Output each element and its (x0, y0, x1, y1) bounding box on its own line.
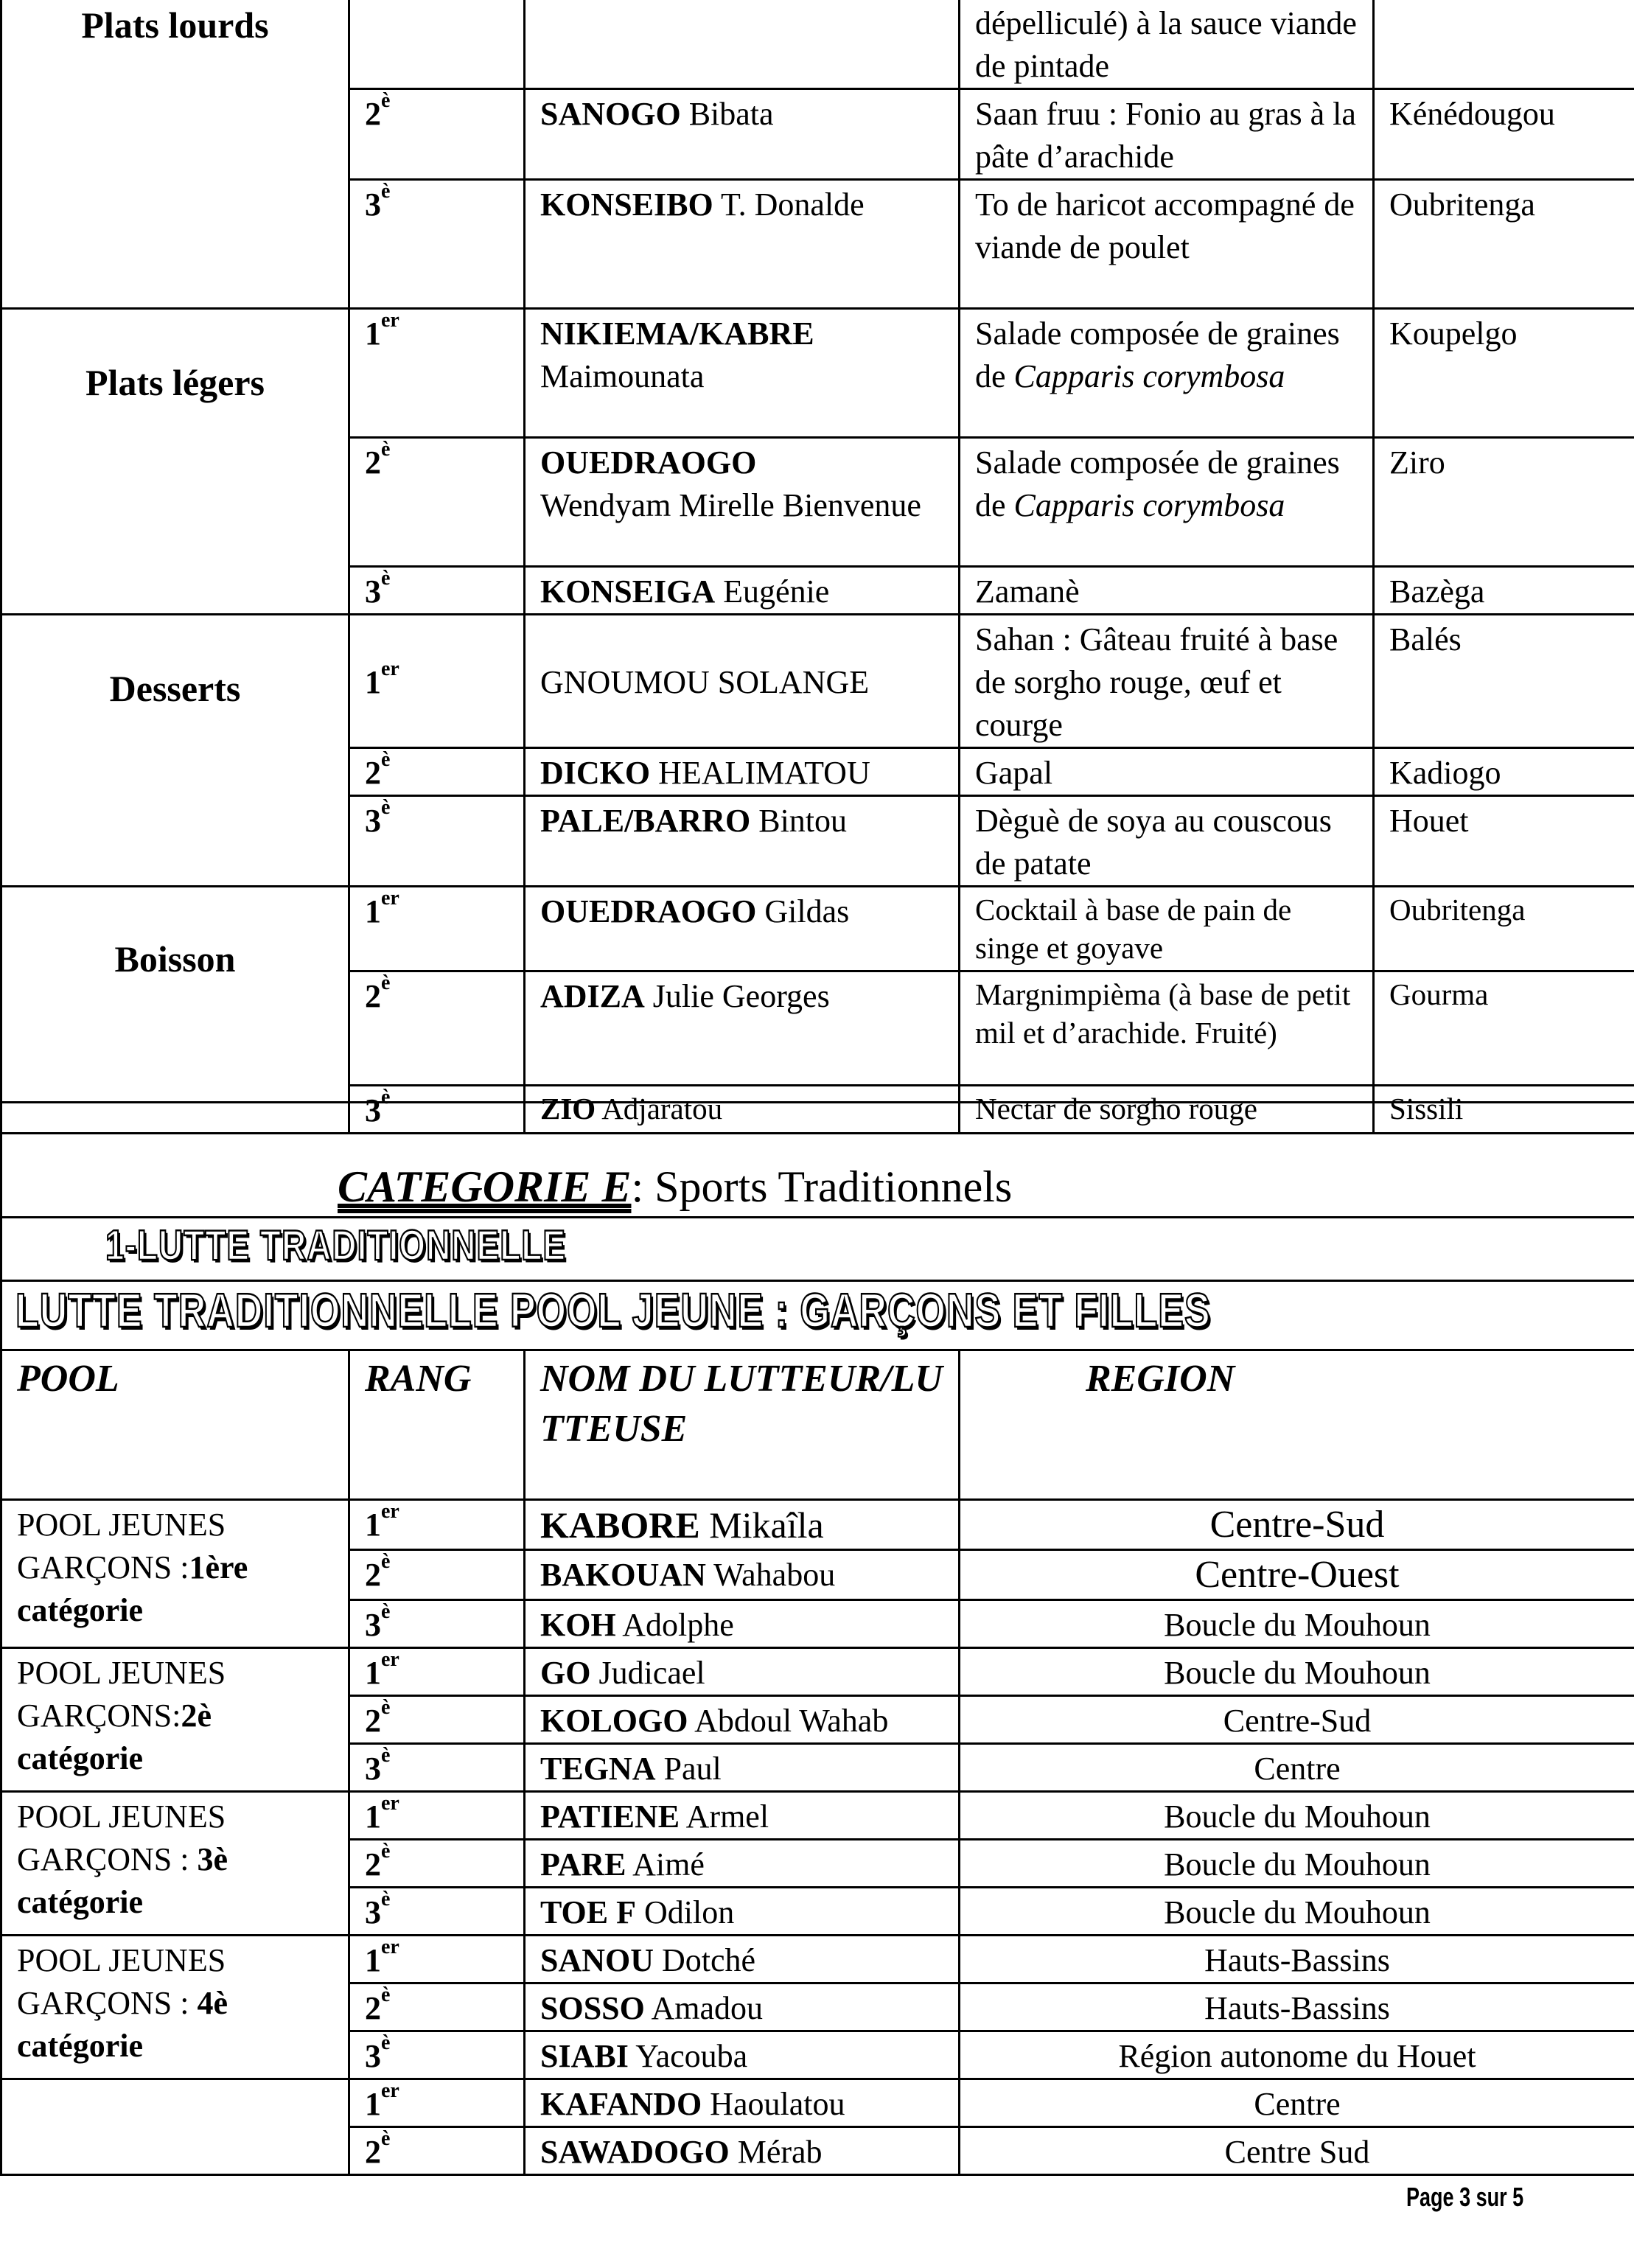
rank-cell: 1er (349, 1500, 525, 1550)
name-cell: ZIO Adjaratou (525, 1086, 960, 1134)
region-cell (1374, 0, 1634, 89)
category-cell: Plats légers (1, 309, 349, 615)
table-row (1, 887, 1634, 971)
pool-results (1, 1500, 1634, 2175)
wrestler-name-cell: PATIENE Armel (525, 1792, 960, 1840)
rank-cell: $3^è$ (349, 1600, 525, 1648)
name-cell: SANOGO Bibata (525, 89, 960, 180)
region-cell: Balés (1374, 615, 1634, 748)
wrestler-name-cell: KABORE Mikaîla (525, 1500, 960, 1550)
region-cell: Kadiogo (1374, 748, 1634, 796)
dish-cell: Cocktail à base de pain de singe et goyave (960, 887, 1374, 971)
dish-cell: dépelliculé) à la sauce viande de pintade (960, 0, 1374, 89)
page-number: Page 3 sur 5 (1406, 2182, 1523, 2212)
rank-cell: $2^è$ (349, 89, 525, 180)
wrestler-name-cell: SOSSO Amadou (525, 1983, 960, 2031)
region-cell: Ziro (1374, 438, 1634, 567)
name-cell: KONSEIGA Eugénie (525, 567, 960, 615)
rank-cell: $2^è$ (349, 1983, 525, 2031)
rank-cell: $2^è$ (349, 971, 525, 1086)
pool-cell: POOL JEUNES GARÇONS : 3è catégorie (1, 1792, 349, 1936)
dish-cell: Salade composée de graines de Capparis corymbosa (960, 309, 1374, 438)
rank-cell: $3^è$ (349, 1744, 525, 1792)
rank-cell: 1er (349, 1792, 525, 1840)
table-row (1, 309, 1634, 438)
column-header-nom: NOM DU LUTTEUR/LUTTEUSE (525, 1350, 960, 1500)
column-header-region: REGION (960, 1350, 1634, 1500)
category-cell: Plats lourds (1, 0, 349, 309)
name-cell: OUEDRAOGO Gildas (525, 887, 960, 971)
wrestler-name-cell: TOE F Odilon (525, 1888, 960, 1936)
category-heading (1, 1103, 1634, 1218)
region-cell: Houet (1374, 796, 1634, 887)
region-cell: Hauts-Bassins (960, 1936, 1634, 1983)
region-cell: Hauts-Bassins (960, 1983, 1634, 2031)
rank-cell: $2^è$ (349, 1550, 525, 1600)
table-row (1, 0, 1634, 89)
category-subtitle: : Sports Traditionnels (631, 1162, 1013, 1211)
pool-cell: POOL JEUNES GARÇONS :1ère catégorie (1, 1500, 349, 1648)
region-cell: Centre (960, 2079, 1634, 2127)
rank-cell: 1er (349, 2079, 525, 2127)
dish-cell: To de haricot accompagné de viande de poulet (960, 180, 1374, 309)
rank-cell: $3^è$ (349, 1086, 525, 1134)
dish-cell: Zamanè (960, 567, 1374, 615)
dish-cell: Nectar de sorgho rouge (960, 1086, 1374, 1134)
rank-cell: $3^è$ (349, 180, 525, 309)
rank-cell: 1er (349, 1648, 525, 1696)
category-cell: Boisson (1, 887, 349, 1134)
table-row (1, 1792, 1634, 1840)
region-cell: Bazèga (1374, 567, 1634, 615)
wrestler-name-cell: GO Judicael (525, 1648, 960, 1696)
region-cell: Koupelgo (1374, 309, 1634, 438)
rank-cell: $2^è$ (349, 748, 525, 796)
wrestler-name-cell: SANOU Dotché (525, 1936, 960, 1983)
table-title: LUTTE TRADITIONNELLE POOL JEUNE : GARÇONS ET FILLES (1, 1281, 1634, 1350)
pool-cell: POOL JEUNES GARÇONS:2è catégorie (1, 1648, 349, 1792)
wrestler-name-cell: KAFANDO Haoulatou (525, 2079, 960, 2127)
column-header-rang: RANG (349, 1350, 525, 1500)
region-cell: Centre-Sud (960, 1696, 1634, 1744)
dish-cell: Gapal (960, 748, 1374, 796)
wrestling-results-table (0, 1101, 1634, 2176)
wrestler-name-cell: SAWADOGO Mérab (525, 2127, 960, 2175)
category-cell: Desserts (1, 615, 349, 887)
region-cell: Oubritenga (1374, 887, 1634, 971)
region-cell: Boucle du Mouhoun (960, 1648, 1634, 1696)
column-header-pool: POOL (1, 1350, 349, 1500)
table-row (1, 1648, 1634, 1696)
region-cell: Oubritenga (1374, 180, 1634, 309)
region-cell: Région autonome du Houet (960, 2031, 1634, 2079)
dish-cell: Dèguè de soya au couscous de patate (960, 796, 1374, 887)
name-cell: PALE/BARRO Bintou (525, 796, 960, 887)
name-cell: GNOUMOU SOLANGE (525, 615, 960, 748)
rank-cell: 1er (349, 309, 525, 438)
name-cell: KONSEIBO T. Donalde (525, 180, 960, 309)
table-row (1, 2079, 1634, 2127)
region-cell: Boucle du Mouhoun (960, 1600, 1634, 1648)
region-cell: Boucle du Mouhoun (960, 1888, 1634, 1936)
region-cell: Centre-Ouest (960, 1550, 1634, 1600)
wrestler-name-cell: KOLOGO Abdoul Wahab (525, 1696, 960, 1744)
rank-cell: $3^è$ (349, 1888, 525, 1936)
wrestler-name-cell: KOH Adolphe (525, 1600, 960, 1648)
name-cell: ADIZA Julie Georges (525, 971, 960, 1086)
wrestler-name-cell: SIABI Yacouba (525, 2031, 960, 2079)
subsection-row (1, 1218, 1634, 1281)
region-cell: Centre (960, 1744, 1634, 1792)
rank-cell: $3^è$ (349, 2031, 525, 2079)
rank-cell: 1er (349, 1936, 525, 1983)
dish-cell: Margnimpièma (à base de petit mil et d’arachide. Fruité) (960, 971, 1374, 1086)
category-heading-row (1, 1103, 1634, 1218)
wrestler-name-cell: TEGNA Paul (525, 1744, 960, 1792)
region-cell: Sissili (1374, 1086, 1634, 1134)
subsection-heading: 1-LUTTE TRADITIONNELLE (1, 1218, 1634, 1281)
table-row (1, 1500, 1634, 1550)
wrestler-name-cell: PARE Aimé (525, 1840, 960, 1888)
pool-cell: POOL JEUNES GARÇONS : 4è catégorie (1, 1936, 349, 2079)
name-cell: DICKO HEALIMATOU (525, 748, 960, 796)
region-cell: Boucle du Mouhoun (960, 1840, 1634, 1888)
region-cell: Boucle du Mouhoun (960, 1792, 1634, 1840)
region-cell: Centre-Sud (960, 1500, 1634, 1550)
region-cell: Kénédougou (1374, 89, 1634, 180)
category-label: CATEGORIE E (338, 1162, 632, 1211)
table-row (1, 1936, 1634, 1983)
rank-cell: $3^è$ (349, 796, 525, 887)
rank-cell: $3^è$ (349, 567, 525, 615)
rank-cell: 1er (349, 615, 525, 748)
rank-cell: $2^è$ (349, 1840, 525, 1888)
name-cell: NIKIEMA/KABRE Maimounata (525, 309, 960, 438)
name-cell: OUEDRAOGO Wendyam Mirelle Bienvenue (525, 438, 960, 567)
region-cell: Gourma (1374, 971, 1634, 1086)
rank-cell: $2^è$ (349, 438, 525, 567)
dish-cell: Salade composée de graines de Capparis corymbosa (960, 438, 1374, 567)
table-title-row (1, 1281, 1634, 1350)
rank-cell: $2^è$ (349, 1696, 525, 1744)
rank-cell (349, 0, 525, 89)
pool-cell (1, 2079, 349, 2175)
rank-cell: $2^è$ (349, 2127, 525, 2175)
header-row (1, 1350, 1634, 1500)
name-cell (525, 0, 960, 89)
region-cell: Centre Sud (960, 2127, 1634, 2175)
rank-cell: 1er (349, 887, 525, 971)
wrestler-name-cell: BAKOUAN Wahabou (525, 1550, 960, 1600)
dish-cell: Saan fruu : Fonio au gras à la pâte d’arachide (960, 89, 1374, 180)
dish-cell: Sahan : Gâteau fruité à base de sorgho rouge, œuf et courge (960, 615, 1374, 748)
table-row (1, 615, 1634, 748)
